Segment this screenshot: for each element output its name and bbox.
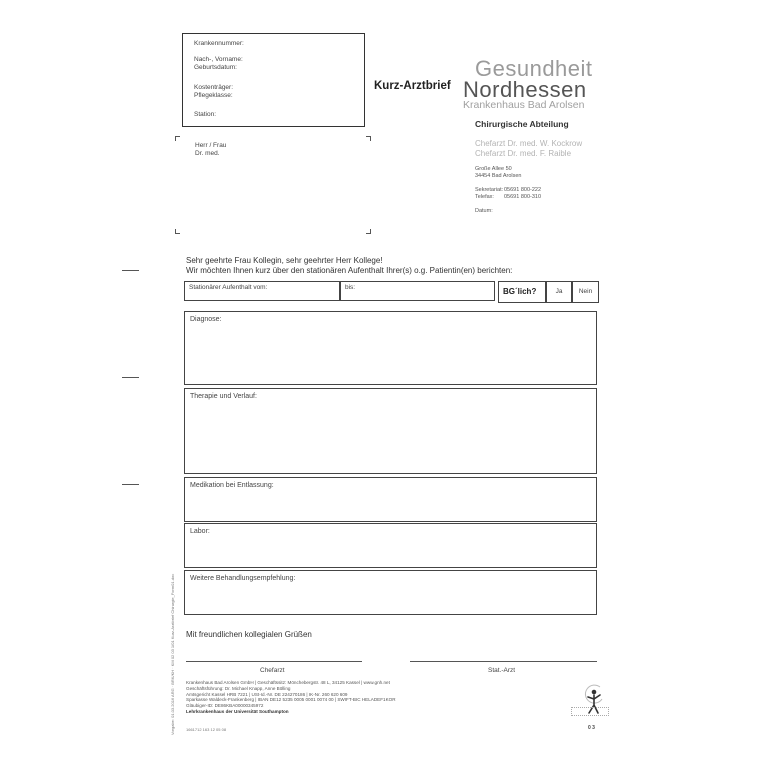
bg-question-label: BG´lich? — [503, 287, 537, 296]
medication-field[interactable] — [184, 477, 597, 522]
therapy-label: Therapie und Verlauf: — [190, 393, 257, 400]
insurer-label: Kostenträger: — [194, 84, 234, 91]
crop-mark-bottom-right — [366, 229, 371, 234]
date-label: Datum: — [475, 208, 493, 214]
recommendation-field[interactable] — [184, 570, 597, 615]
diagnosis-label: Diagnose: — [190, 316, 222, 323]
page-number: 0 3 — [588, 725, 595, 731]
footer-line-5: Gläubiger-ID: DE86KBA00000345972 — [186, 703, 264, 709]
patient-data-box — [182, 33, 365, 127]
greeting-line-1: Sehr geehrte Frau Kollegin, sehr geehrter Herr Kollege! — [186, 256, 383, 265]
footer-line-1: Krankenhaus Bad Arolsen GmbH | Geschäftssitz: Mönchebergstr. 48 L, 34125 Kassel | www.gnh.net — [186, 680, 390, 685]
lab-field[interactable] — [184, 523, 597, 568]
document-title: Kurz-Arztbrief — [374, 80, 451, 92]
crop-mark-top-right — [366, 136, 371, 141]
therapy-field[interactable] — [184, 388, 597, 474]
bg-yes-label: Ja — [555, 288, 563, 295]
krankennummer-label: Krankennummer: — [194, 40, 244, 47]
closing-text: Mit freundlichen kollegialen Grüßen — [186, 630, 312, 639]
city: 34454 Bad Arolsen — [475, 173, 522, 179]
chief-signature-line[interactable] — [186, 661, 362, 662]
brand-line-3: Krankenhaus Bad Arolsen — [463, 99, 585, 111]
vertical-form-code: Vorgabe: 01.03.2016 ARG · BRK/KH · KM 02 03 1/01 Kurz-Arztbrief Chirurgie_Form01.doc — [170, 573, 175, 735]
bg-question — [498, 281, 546, 303]
fold-mark-1 — [122, 270, 139, 271]
bg-yes-checkbox[interactable] — [546, 281, 572, 303]
lab-label: Labor: — [190, 528, 210, 535]
brand-line-1: Gesundheit — [475, 56, 593, 81]
address-line-1: Herr / Frau — [195, 142, 227, 149]
street: Große Allee 50 — [475, 166, 512, 172]
footer — [186, 680, 396, 715]
address-line-2: Dr. med. — [195, 150, 220, 157]
stay-from-field[interactable] — [184, 281, 340, 301]
medication-label: Medikation bei Entlassung: — [190, 482, 274, 489]
department-name: Chirurgische Abteilung — [475, 119, 569, 129]
station-label: Station: — [194, 111, 217, 118]
name-label: Nach-, Vorname: — [194, 56, 243, 63]
stay-from-label: Stationärer Aufenthalt vom: — [189, 284, 268, 291]
fold-mark-2 — [122, 377, 139, 378]
footer-line-6: Lehrkrankenhaus der Universität Southampton — [186, 708, 289, 714]
fold-mark-3 — [122, 484, 139, 485]
care-level-label: Pflegeklasse: — [194, 92, 233, 99]
birthdate-label: Geburtsdatum: — [194, 64, 237, 71]
bg-no-label: Nein — [578, 288, 593, 295]
fax-label: Telefax: — [475, 194, 494, 200]
stay-to-field[interactable] — [340, 281, 495, 301]
brand-line-2: Nordhessen — [463, 77, 587, 102]
chief-doctor-2: Chefarzt Dr. med. F. Raible — [475, 149, 572, 158]
ward-signature-line[interactable] — [410, 661, 597, 662]
crop-mark-top-left — [175, 136, 180, 141]
footer-line-2: Geschäftsführung: Dr. Michael Knapp, Anne Bölling — [186, 685, 291, 691]
form-code: 1661712 163 12 05 08 — [186, 727, 227, 732]
chief-signature-label: Chefarzt — [260, 667, 285, 674]
crop-mark-bottom-left — [175, 229, 180, 234]
recommendation-label: Weitere Behandlungsempfehlung: — [190, 575, 296, 582]
secretariat-value: 05691 800-222 — [504, 187, 542, 193]
footer-line-4: Sparkasse Waldeck-Frankenberg | IBAN DE12 5235 0005 0001 0074 00 | SWIFT-BIC HELADEF1KOR — [186, 697, 396, 703]
chief-doctor-1: Chefarzt Dr. med. W. Kockrow — [475, 139, 583, 148]
secretariat-label: Sekretariat: — [475, 187, 504, 193]
bg-no-checkbox[interactable] — [572, 281, 599, 303]
greeting-line-2: Wir möchten Ihnen kurz über den stationären Aufenthalt Ihrer(s) o.g. Patientin(en) berichten: — [186, 266, 513, 275]
diagnosis-field[interactable] — [184, 311, 597, 385]
stay-to-label: bis: — [345, 284, 356, 291]
ward-signature-label: Stat.-Arzt — [488, 667, 516, 674]
fax-value: 05691 800-310 — [504, 194, 542, 200]
barcode-area — [571, 707, 609, 716]
footer-line-3: Amtsgericht Kassel HRB 7221 | USt-Id.-Nr. DE 224270186 | IK-Nr. 260 620 609 — [186, 691, 348, 697]
